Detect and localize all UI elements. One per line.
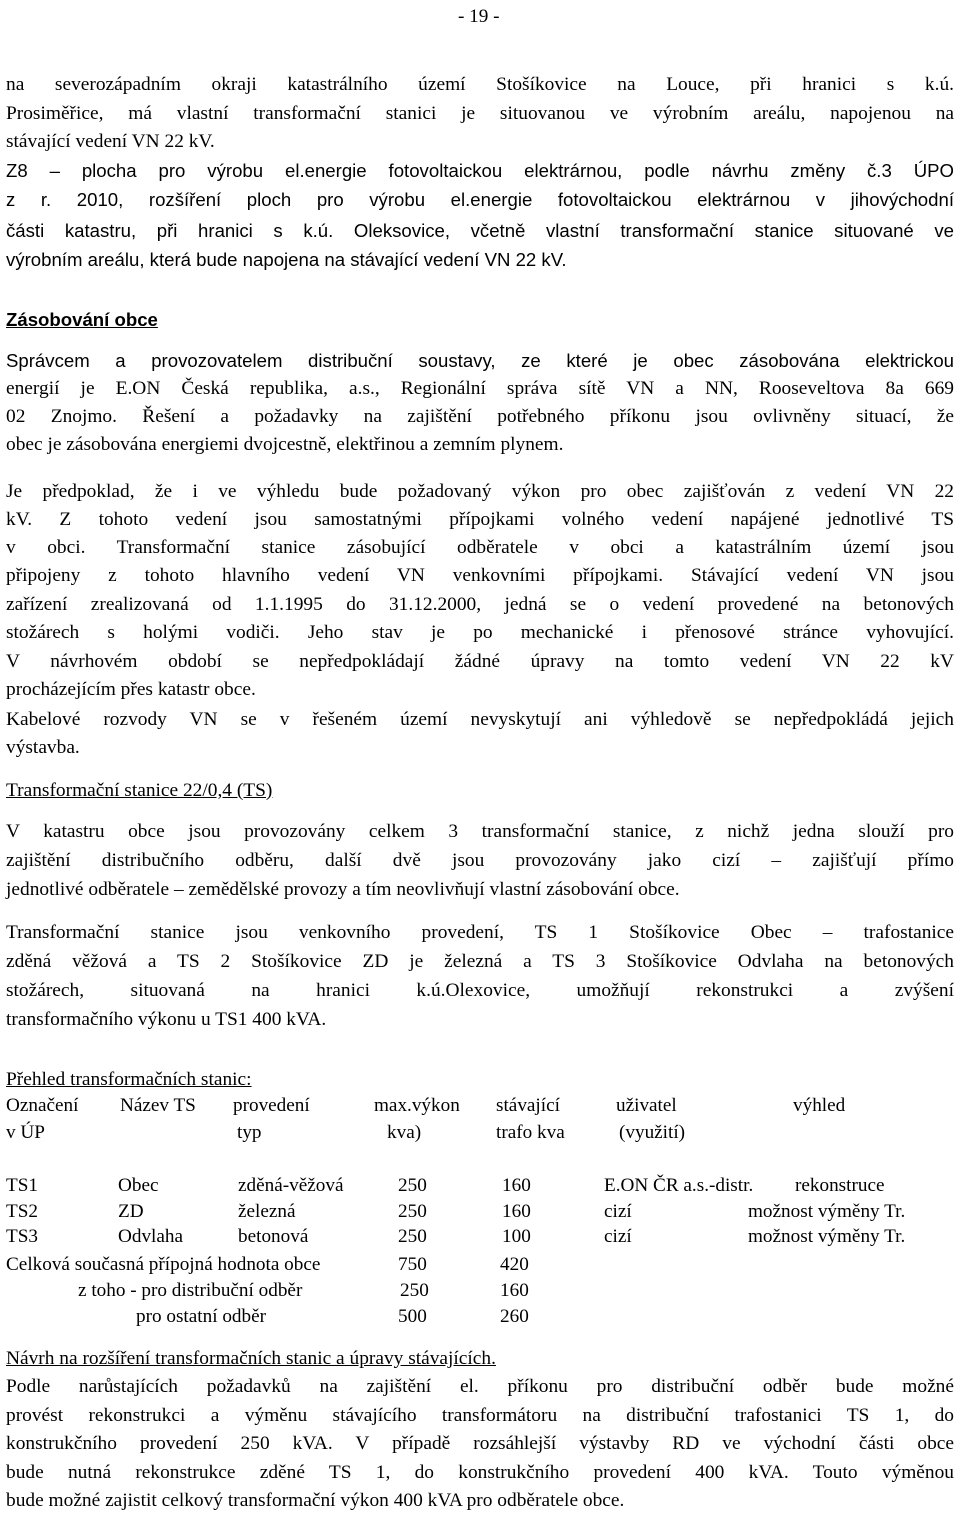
zasobovani-p1-line-3: 02 Znojmo. Řešení a požadavky na zajištění potřebného příkonu jsou ovlivněny situací, že (6, 406, 954, 427)
section-heading-zasobovani: Zásobování obce (6, 309, 158, 330)
table-cell: cizí (604, 1226, 632, 1247)
zasobovani-p2-line-10: výstavba. (6, 737, 80, 758)
navrh-line-4: bude nutná rekonstrukce zděné TS 1, do konstrukčního provedení 400 kVA. Touto výměnou (6, 1462, 954, 1483)
navrh-line-3: konstrukčního provedení 250 kVA. V případě rozsáhlejší výstavby RD ve východní části obce (6, 1433, 954, 1454)
intro-line-3: stávající vedení VN 22 kV. (6, 131, 215, 152)
table-cell: 160 (502, 1175, 531, 1196)
table-cell: E.ON ČR a.s.-distr. (604, 1175, 754, 1196)
zasobovani-p2-line-8: procházejícím přes katastr obce. (6, 679, 256, 700)
table-header-cell: v ÚP (6, 1122, 45, 1143)
table-cell: možnost výměny Tr. (748, 1226, 906, 1247)
section-heading-navrh: Návrh na rozšíření transformačních stanic a úpravy stávajících. (6, 1348, 496, 1369)
table-header-cell: provedení (233, 1095, 310, 1116)
table-total-value: 420 (500, 1254, 529, 1275)
zasobovani-p2-line-9: Kabelové rozvody VN se v řešeném území nevyskytují ani výhledově se nepředpokládá jejich (6, 709, 954, 730)
zasobovani-p1-line-1: Správcem a provozovatelem distribuční soustavy, ze které je obec zásobována elektrickou (6, 350, 954, 371)
section-heading-ts: Transformační stanice 22/0,4 (TS) (6, 780, 273, 801)
table-total-value: 260 (500, 1306, 529, 1327)
ts-p1-line-2: zajištění distribučního odběru, další dvě jsou provozovány jako cizí – zajišťují přímo (6, 850, 954, 871)
zasobovani-p2-line-1: Je předpoklad, že i ve výhledu bude požadovaný výkon pro obec zajišťován z vedení VN 22 (6, 481, 954, 502)
navrh-line-5: bude možné zajistit celkový transformační výkon 400 kVA pro odběratele obce. (6, 1490, 625, 1511)
table-total-label: Celková současná přípojná hodnota obce (6, 1254, 321, 1275)
table-cell: cizí (604, 1201, 632, 1222)
table-header-cell: uživatel (616, 1095, 677, 1116)
table-header-cell: výhled (793, 1095, 846, 1116)
zasobovani-p2-line-7: V návrhovém období se nepředpokládají žádné úpravy na tomto vedení VN 22 kV (6, 651, 954, 672)
zasobovani-p1-line-2: energií je E.ON Česká republika, a.s., Regionální správa sítě VN a NN, Rooseveltova 8a 669 (6, 378, 954, 399)
table-total-value: 500 (398, 1306, 427, 1327)
table-cell: možnost výměny Tr. (748, 1201, 906, 1222)
table-cell: Odvlaha (118, 1226, 184, 1247)
table-cell: Obec (118, 1175, 159, 1196)
table-total-value: 250 (400, 1280, 429, 1301)
table-cell: zděná-věžová (238, 1175, 344, 1196)
zasobovani-p2-line-2: kV. Z tohoto vedení jsou samostatnými přípojkami volného vedení napájené jednotlivé TS (6, 509, 954, 530)
ts-p2-line-1: Transformační stanice jsou venkovního provedení, TS 1 Stošíkovice Obec – trafostanice (6, 922, 954, 943)
table-total-label: pro ostatní odběr (136, 1306, 267, 1327)
table-total-value: 160 (500, 1280, 529, 1301)
intro-line-2: Prosiměřice, má vlastní transformační stanici je situovanou ve výrobním areálu, napojenou na (6, 103, 954, 124)
intro-line-5: z r. 2010, rozšíření ploch pro výrobu el.energie fotovoltaickou elektrárnou v jihovýchodní (6, 189, 954, 210)
ts-p2-line-2: zděná věžová a TS 2 Stošíkovice ZD je železná a TS 3 Stošíkovice Odvlaha na betonových (6, 951, 954, 972)
table-header-cell: stávající (496, 1095, 560, 1116)
table-header-cell: max.výkon (374, 1095, 460, 1116)
ts-p1-line-1: V katastru obce jsou provozovány celkem 3 transformační stanice, z nichž jedna slouží pro (6, 821, 954, 842)
table-header-cell: typ (237, 1122, 262, 1143)
navrh-line-2: provést rekonstrukci a výměnu stávajícího transformátoru na distribuční trafostanici TS 1, do (6, 1405, 954, 1426)
zasobovani-p2-line-6: stožárech s holými vodiči. Jeho stav je po mechanické i přenosové stránce vyhovující. (6, 622, 954, 643)
table-cell: rekonstruce (795, 1175, 885, 1196)
zasobovani-p2-line-5: zařízení zrealizovaná od 1.1.1995 do 31.12.2000, jedná se o vedení provedené na betonových (6, 594, 954, 615)
table-cell: TS2 (6, 1201, 38, 1222)
table-cell: TS3 (6, 1226, 38, 1247)
table-cell: 160 (502, 1201, 531, 1222)
intro-line-1: na severozápadním okraji katastrálního území Stošíkovice na Louce, při hranici s k.ú. (6, 74, 954, 95)
zasobovani-p2-line-3: v obci. Transformační stanice zásobující odběratele v obci a katastrálním území jsou (6, 537, 954, 558)
table-title: Přehled transformačních stanic: (6, 1069, 252, 1090)
navrh-line-1: Podle narůstajících požadavků na zajištění el. příkonu pro distribuční odběr bude možné (6, 1376, 954, 1397)
zasobovani-p1-line-4: obec je zásobována energiemi dvojcestně, elektřinou a zemním plynem. (6, 434, 564, 455)
ts-p2-line-3: stožárech, situovaná na hranici k.ú.Olexovice, umožňují rekonstrukci a zvýšení (6, 980, 954, 1001)
table-header-cell: Označení (6, 1095, 79, 1116)
intro-line-7: výrobním areálu, která bude napojena na stávající vedení VN 22 kV. (6, 249, 567, 270)
intro-line-4: Z8 – plocha pro výrobu el.energie fotovoltaickou elektrárnou, podle návrhu změny č.3 ÚPO (6, 160, 954, 181)
table-header-cell: trafo kva (496, 1122, 565, 1143)
table-cell: 250 (398, 1201, 427, 1222)
table-total-value: 750 (398, 1254, 427, 1275)
table-cell: 100 (502, 1226, 531, 1247)
table-cell: železná (238, 1201, 296, 1222)
table-header-cell: (využití) (619, 1122, 686, 1143)
table-cell: betonová (238, 1226, 309, 1247)
ts-p1-line-3: jednotlivé odběratele – zemědělské provozy a tím neovlivňují vlastní zásobování obce. (6, 879, 680, 900)
table-cell: 250 (398, 1175, 427, 1196)
zasobovani-p2-line-4: připojeny z tohoto hlavního vedení VN venkovními přípojkami. Stávající vedení VN jsou (6, 565, 954, 586)
table-header-cell: Název TS (120, 1095, 196, 1116)
table-cell: 250 (398, 1226, 427, 1247)
table-total-label: z toho - pro distribuční odběr (78, 1280, 303, 1301)
intro-line-6: části katastru, při hranici s k.ú. Oleksovice, včetně vlastní transformační stanice situované ve (6, 220, 954, 241)
table-cell: ZD (118, 1201, 144, 1222)
table-cell: TS1 (6, 1175, 38, 1196)
ts-p2-line-4: transformačního výkonu u TS1 400 kVA. (6, 1009, 327, 1030)
table-header-cell: kva) (387, 1122, 422, 1143)
page-number: - 19 - (458, 6, 500, 27)
